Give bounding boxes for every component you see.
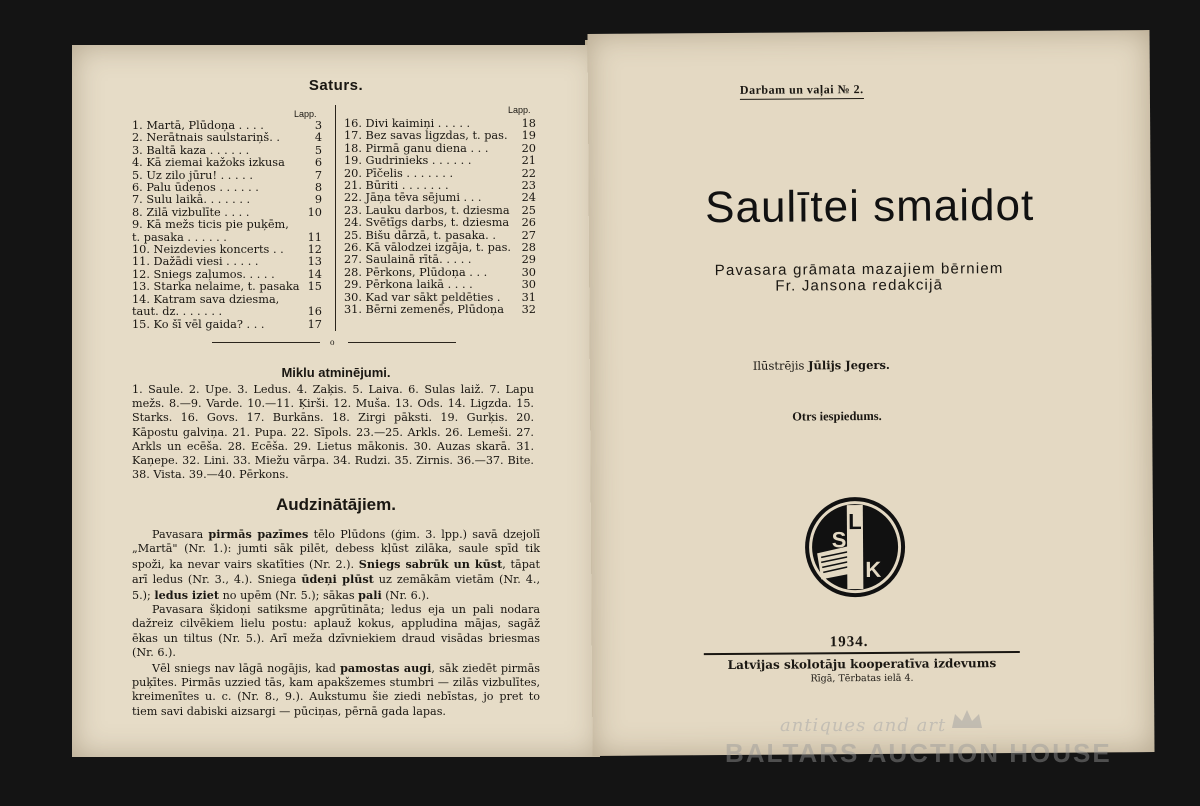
toc-entry-page: 31: [521, 290, 536, 304]
toc-entry-title: 27. Saulainā rītā. . . . .: [344, 254, 472, 267]
toc-entry: [132, 170, 322, 182]
logo-letter-l: L: [848, 509, 862, 535]
toc-entry-page: 11: [307, 230, 322, 244]
toc-entry-page: 12: [307, 243, 322, 257]
toc-entry-title: 14. Katram sava dziesma,: [132, 293, 280, 306]
toc-entry-page: [304, 219, 322, 231]
subtitle: [629, 260, 1089, 295]
toc-entry: [132, 294, 322, 306]
toc-entry-page: 28: [521, 241, 536, 255]
toc-entry-page: 32: [521, 303, 536, 317]
toc-entry-title: 26. Kā vālodzei izgāja, t. pas.: [344, 242, 511, 255]
toc-entry: [132, 207, 322, 219]
toc-entry-title: 6. Palu ūdeņos . . . . . .: [132, 182, 259, 195]
crown-icon: [950, 708, 984, 730]
toc-entry-page: 3: [314, 119, 322, 132]
toc-entry: [344, 205, 536, 217]
toc-entry: [132, 244, 322, 256]
toc-entry: [132, 269, 322, 281]
toc-entry-page: 17: [307, 317, 322, 331]
toc-entry: [344, 292, 536, 304]
toc-entry-title: 13. Starka nelaime, t. pasaka: [132, 281, 300, 294]
subtitle-line-1: Pavasara grāmata mazajiem bērniem: [714, 260, 1004, 280]
toc-entry-title: 5. Uz zilo jūru! . . . . .: [132, 169, 253, 182]
educators-paragraph-2: Pavasara šķidoņi satiksme apgrūtināta; ledus eja un pali nodara dažreiz cilvēkiem lielu postu: aplauž kokus, appludina mājas, sagāž ēkas un tiltus (Nr. 5.). Arī meža dzīvniekiem draud visādas briesmas (Nr. 6.).: [132, 603, 540, 660]
publisher-rule: [704, 651, 1020, 655]
toc-entry: [132, 232, 322, 244]
toc-entry-page: 14: [307, 267, 322, 281]
illustrator-label: Ilūstrējis: [752, 358, 805, 373]
toc-entry: [344, 143, 536, 155]
toc-entry-page: 10: [307, 205, 322, 219]
toc-entry: [344, 279, 536, 291]
riddle-answers-title: Miklu atminējumi.: [281, 365, 391, 380]
toc-left-column: [132, 120, 322, 331]
toc-entry-title: 28. Pērkons, Plūdoņa . . .: [344, 266, 488, 279]
subtitle-line-2: Fr. Jansona redakcijā: [775, 276, 944, 295]
toc-entry-page: 8: [314, 181, 322, 195]
ornament-divider: o: [212, 339, 462, 347]
toc-entry: [344, 304, 536, 316]
publication-year: 1934.: [829, 634, 869, 651]
toc-entry-page: 7: [314, 168, 322, 182]
toc-entry-title: 16. Divi kaimiņi . . . . .: [344, 118, 471, 130]
toc-entry: [132, 157, 322, 169]
educators-title: Audzinātājiem.: [276, 495, 396, 514]
toc-title: Saturs.: [308, 77, 364, 94]
edition-note: Otrs iespiedums.: [792, 408, 882, 424]
toc-entry: [344, 217, 536, 229]
toc-entry-title: 15. Ko šī vēl gaida? . . .: [132, 318, 265, 331]
logo-letter-s: S: [831, 527, 847, 553]
educators-paragraph-1: Pavasara pirmās pazīmes tēlo Plūdons (ģim. 3. lpp.) savā dzejolī „Martā" (Nr. 1.): jumti sāk pilēt, debess kļūst zilāka, saule spīd tik spoži, ka nevar vairs skatīties (Nr. 2.). Sniegs sabrūk un kūst, tāpat arī ledus (Nr. 3., 4.). Sniega ūdeņi plūst uz zemākām vietām (Nr. 4., 5.); ledus iziet no upēm (Nr. 5.); sākas pali (Nr. 6.).: [132, 527, 541, 602]
toc-entry-title: 7. Sulu laikā. . . . . . .: [132, 194, 251, 207]
toc-entry-page: 6: [314, 156, 322, 170]
toc-entry-title: 12. Sniegs zaļumos. . . . .: [132, 268, 275, 281]
toc-entry-title: 11. Dažādi viesi . . . . .: [132, 256, 259, 269]
toc-entry-page: 30: [521, 265, 536, 279]
toc-entry-page: 30: [521, 278, 536, 292]
toc-entry: [132, 306, 322, 318]
toc-entry-page: 16: [307, 305, 322, 319]
toc-entry-title: 1. Martā, Plūdoņa . . . .: [132, 120, 264, 132]
toc-entry-title: 25. Bišu dārzā, t. pasaka. .: [344, 229, 496, 242]
left-page: [72, 45, 600, 757]
toc-entry: [344, 130, 536, 142]
watermark-tagline: antiques and art: [780, 715, 947, 736]
publisher-address: Rīgā, Tērbatas ielā 4.: [810, 672, 914, 685]
toc-entry-page: 19: [521, 129, 536, 143]
toc-entry-page: 24: [521, 191, 536, 205]
toc-entry-page: 20: [521, 141, 536, 155]
toc-entry-page: 21: [521, 154, 536, 168]
toc-entry-page: 5: [314, 143, 322, 157]
toc-entry-page: 26: [521, 216, 536, 230]
toc-entry: [344, 180, 536, 192]
toc-entry-page: 25: [521, 203, 536, 217]
toc-entry-title: 21. Būriti . . . . . . .: [344, 180, 449, 193]
educators-text: [132, 527, 540, 719]
toc-entry: [344, 254, 536, 266]
toc-divider: [335, 105, 336, 331]
toc-entry: [344, 118, 536, 130]
toc-page-label-right: Lapp.: [508, 105, 531, 115]
toc-entry: [132, 120, 322, 132]
toc-entry: [132, 145, 322, 157]
toc-entry-title: 18. Pirmā ganu diena . . .: [344, 142, 489, 155]
illustrator-credit: [753, 358, 890, 373]
toc-entry-title: 31. Bērni zemenēs, Plūdoņa: [344, 304, 504, 317]
toc-entry: [132, 256, 322, 268]
publisher-logo: [803, 495, 908, 600]
series-label: Darbam un vaļai № 2.: [740, 82, 864, 100]
toc-entry: [132, 132, 322, 144]
toc-entry-page: 23: [521, 179, 536, 193]
toc-entry-title: 30. Kad var sākt peldēties .: [344, 291, 501, 304]
riddle-answers-text: 1. Saule. 2. Upe. 3. Ledus. 4. Zaķis. 5. Laiva. 6. Sulas laiž. 7. Lapu mežs. 8.—9. Varde. 10.—11. Ķirši. 12. Muša. 13. Ods. 14. Ligzda. 15. Starks. 16. Govs. 17. Burkāns. 18. Zirgi pāksti. 19. Gurķis. 20. Kāpostu galviņa. 21. Pupa. 22. Sīpols. 23.—25. Arkls. 26. Lemeši. 27. Arkls un ecēša. 28. Ecēša. 29. Lietus mākonis. 30. Auzas skarā. 31. Kaņepe. 32. Lini. 33. Miežu vārpa. 34. Rudzi. 35. Zirnis. 36.—37. Bite. 38. Vista. 39.—40. Pērkons.: [132, 383, 534, 482]
toc-entry: [132, 219, 322, 231]
toc-right-column: [344, 118, 536, 317]
toc-entry-page: 13: [307, 255, 322, 269]
toc-entry-title: 10. Neizdevies koncerts . .: [132, 244, 284, 257]
toc-entry: [344, 192, 536, 204]
toc-entry-title: 9. Kā mežs ticis pie puķēm,: [132, 219, 289, 232]
toc-entry-title: t. pasaka . . . . . .: [132, 231, 227, 244]
toc-entry-page: 18: [521, 117, 536, 130]
toc-entry-title: 4. Kā ziemai kažoks izkusa: [132, 157, 285, 170]
publisher-name: Latvijas skolotāju kooperatīva izdevums: [727, 656, 997, 673]
toc-entry-title: 8. Zilā vizbulīte . . . .: [132, 206, 250, 219]
toc-entry-title: 19. Gudrinieks . . . . . .: [344, 155, 472, 168]
toc-entry-title: 17. Bez savas ligzdas, t. pas.: [344, 130, 508, 143]
toc-entry-title: 29. Pērkona laikā . . . .: [344, 279, 473, 292]
watermark-brand: BALTARS AUCTION HOUSE: [725, 738, 1112, 768]
toc-entry: [132, 319, 322, 331]
book-title: Saulītei smaidot: [704, 180, 1035, 233]
toc-entry: [132, 194, 322, 206]
toc-entry-page: 9: [314, 193, 322, 207]
toc-entry: [344, 242, 536, 254]
toc-entry: [344, 168, 536, 180]
toc-entry: [132, 281, 322, 293]
toc-entry-page: 4: [314, 131, 322, 145]
toc-entry-page: 29: [521, 253, 536, 267]
toc-entry-title: 2. Nerātnais saulstariņš. .: [132, 132, 280, 145]
toc-entry-title: 22. Jāņa tēva sējumi . . .: [344, 192, 482, 205]
toc-entry-title: 3. Baltā kaza . . . . . .: [132, 144, 250, 157]
toc-entry-title: 20. Pīčelis . . . . . . .: [344, 167, 454, 180]
toc-entry-page: 15: [307, 280, 322, 294]
toc-entry-page: 27: [521, 228, 536, 242]
toc-entry-title: 23. Lauku darbos, t. dziesma: [344, 204, 510, 217]
toc-entry: [344, 155, 536, 167]
toc-entry: [344, 267, 536, 279]
right-page-cover: [587, 30, 1154, 756]
toc-entry-title: 24. Svētīgs darbs, t. dziesma: [344, 217, 510, 230]
toc-page-label-left: Lapp.: [294, 109, 317, 119]
toc-entry-page: 22: [521, 166, 536, 180]
illustrator-name: Jūlijs Jegers.: [808, 357, 890, 373]
toc-entry: [344, 230, 536, 242]
educators-paragraph-3: Vēl sniegs nav lāgā nogājis, kad pamostas augi, sāk ziedēt pirmās puķītes. Pirmās uzzied tās, kam apakšzemes stumbri — zilās vizbulītes, kreimenītes u. c. (Nr. 8., 9.). Aukstumu šie ziedi nebīstas, jo pret to tiem savi dabiski aizsargi — pūciņas, pērnā gada lapas.: [132, 660, 540, 718]
toc-entry: [132, 182, 322, 194]
toc-entry-title: taut. dz. . . . . . .: [132, 306, 223, 319]
logo-letter-k: K: [865, 556, 882, 583]
